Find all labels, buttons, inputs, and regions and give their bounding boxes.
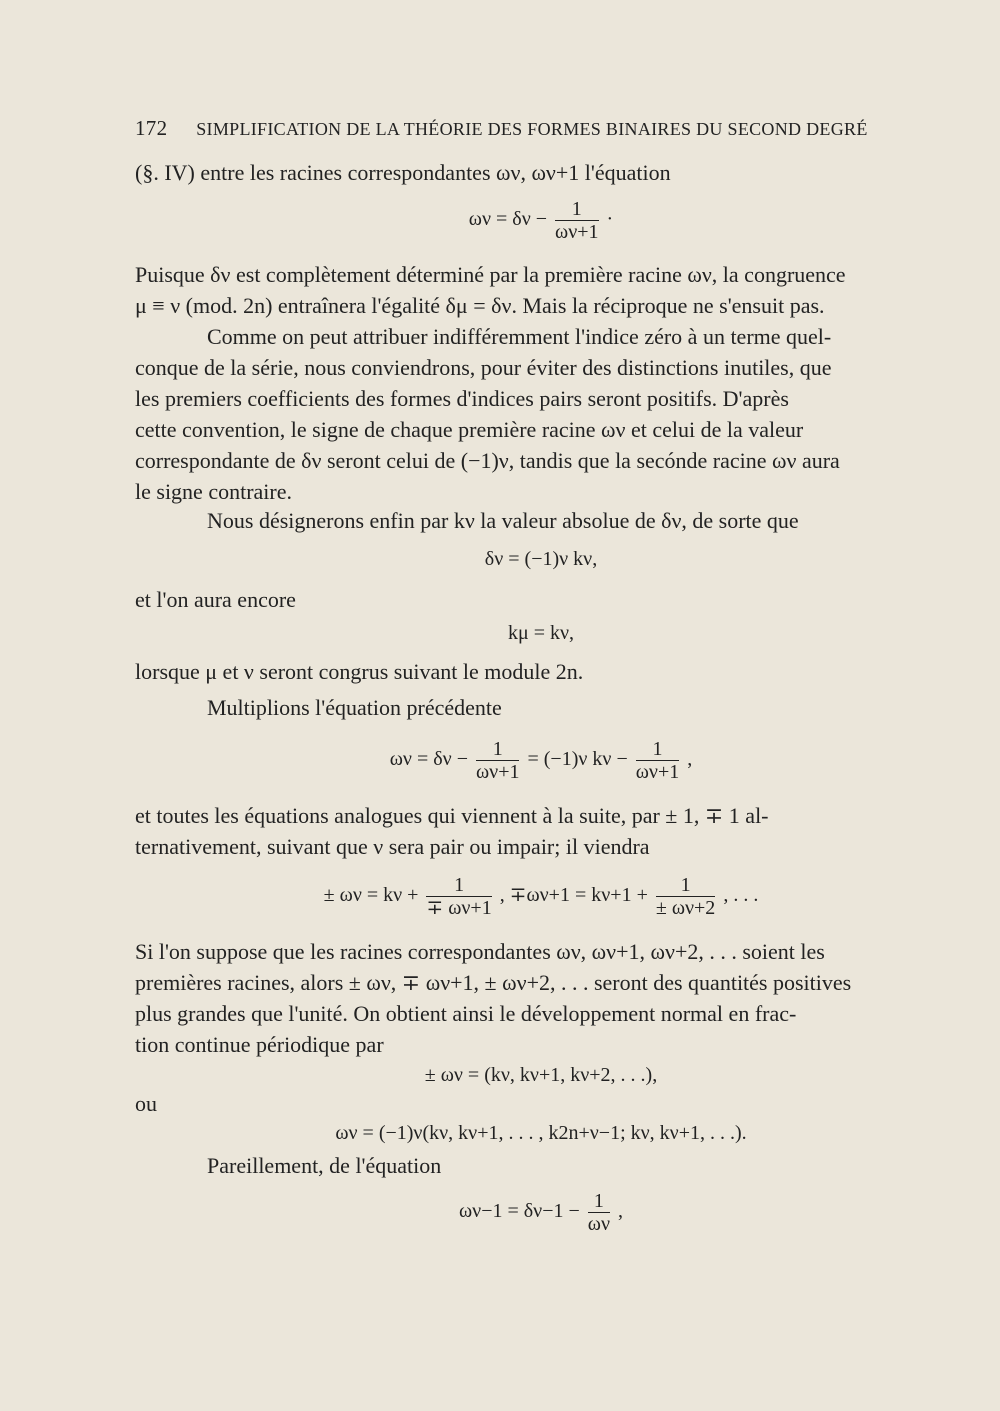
paragraph-line: et toutes les équations analogues qui viennent à la suite, par ± 1, ∓ 1 al- <box>135 803 769 828</box>
numerator: 1 <box>476 738 520 761</box>
paragraph-line: Comme on peut attribuer indifféremment l'indice zéro à un terme quel- <box>207 324 832 349</box>
equation-term: ± ων = kν + <box>323 884 419 907</box>
equation-term: , <box>687 748 693 771</box>
paragraph-line: Multiplions l'équation précédente <box>207 695 502 720</box>
running-header <box>135 116 945 141</box>
equation-term: · <box>606 208 614 231</box>
equation-3: kμ = kν, <box>507 622 575 644</box>
page-number: 172 <box>135 116 168 140</box>
numerator: 1 <box>656 874 715 897</box>
paragraph-line: et l'on aura encore <box>135 587 296 612</box>
equation-term: = (−1)ν kν − <box>527 748 628 771</box>
paragraph-line: les premiers coefficients des formes d'indices pairs seront positifs. D'après <box>135 386 789 411</box>
equation-term: , . . . <box>723 884 759 907</box>
paragraph-line: tion continue périodique par <box>135 1032 384 1057</box>
denominator: ων+1 <box>635 761 680 783</box>
fraction <box>555 198 599 243</box>
paragraph-line: (§. IV) entre les racines correspondantes ων, ων+1 l'équation <box>135 160 671 185</box>
numerator: 1 <box>588 1190 610 1213</box>
equation-7: ων = (−1)ν(kν, kν+1, . . . , k2n+ν−1; kν, kν+1, . . .). <box>335 1122 747 1144</box>
equation-term: ων−1 = δν−1 − <box>458 1200 580 1223</box>
equation-6: ± ων = (kν, kν+1, kν+2, . . .), <box>424 1064 658 1086</box>
denominator: ± ων+2 <box>655 897 716 919</box>
equation-term: , ∓ων+1 = kν+1 + <box>499 884 648 907</box>
paragraph-line: μ ≡ ν (mod. 2n) entraînera l'égalité δμ = δν. Mais la réciproque ne s'ensuit pas. <box>135 293 825 318</box>
denominator: ∓ ων+1 <box>426 897 492 919</box>
paragraph-line: conque de la série, nous conviendrons, pour éviter des distinctions inutiles, que <box>135 355 832 380</box>
equation-5 <box>135 874 947 919</box>
paragraph-line: plus grandes que l'unité. On obtient ainsi le développement normal en frac- <box>135 1001 797 1026</box>
paragraph-line: Pareillement, de l'équation <box>207 1153 442 1178</box>
paragraph-line: cette convention, le signe de chaque première racine ων et celui de la valeur <box>135 417 804 442</box>
fraction <box>656 874 715 919</box>
paragraph-line: lorsque μ et ν seront congrus suivant le module 2n. <box>135 659 584 684</box>
fraction <box>636 738 680 783</box>
numerator: 1 <box>426 874 491 897</box>
numerator: 1 <box>555 198 599 221</box>
running-title: SIMPLIFICATION DE LA THÉORIE DES FORMES BINAIRES DU SECOND DEGRÉ <box>196 119 868 139</box>
denominator: ων+1 <box>475 761 520 783</box>
paragraph-line: ternativement, suivant que ν sera pair ou impair; il viendra <box>135 834 650 859</box>
paragraph-line: Si l'on suppose que les racines correspondantes ων, ων+1, ων+2, . . . soient les <box>135 939 825 964</box>
denominator: ων+1 <box>555 221 599 243</box>
fraction <box>588 1190 610 1235</box>
fraction <box>426 874 491 919</box>
equation-term: ων = δν − <box>389 748 468 771</box>
paragraph-line: premières racines, alors ± ων, ∓ ων+1, ± ων+2, . . . seront des quantités positives <box>135 970 852 995</box>
denominator: ων <box>587 1213 610 1235</box>
equation-1 <box>135 198 947 243</box>
numerator: 1 <box>636 738 680 761</box>
equation-term: ων = δν − <box>468 208 548 231</box>
paragraph-line: correspondante de δν seront celui de (−1)ν, tandis que la secónde racine ων aura <box>135 448 840 473</box>
paragraph-line: le signe contraire. <box>135 479 292 504</box>
fraction <box>476 738 520 783</box>
equation-8 <box>135 1190 947 1235</box>
paragraph-line: Nous désignerons enfin par kν la valeur absolue de δν, de sorte que <box>207 508 799 533</box>
equation-term: , <box>618 1200 623 1223</box>
paragraph-line: ou <box>135 1091 157 1116</box>
equation-4 <box>135 738 947 783</box>
equation-2: δν = (−1)ν kν, <box>484 548 598 570</box>
paragraph-line: Puisque δν est complètement déterminé par la première racine ων, la congruence <box>135 262 846 287</box>
